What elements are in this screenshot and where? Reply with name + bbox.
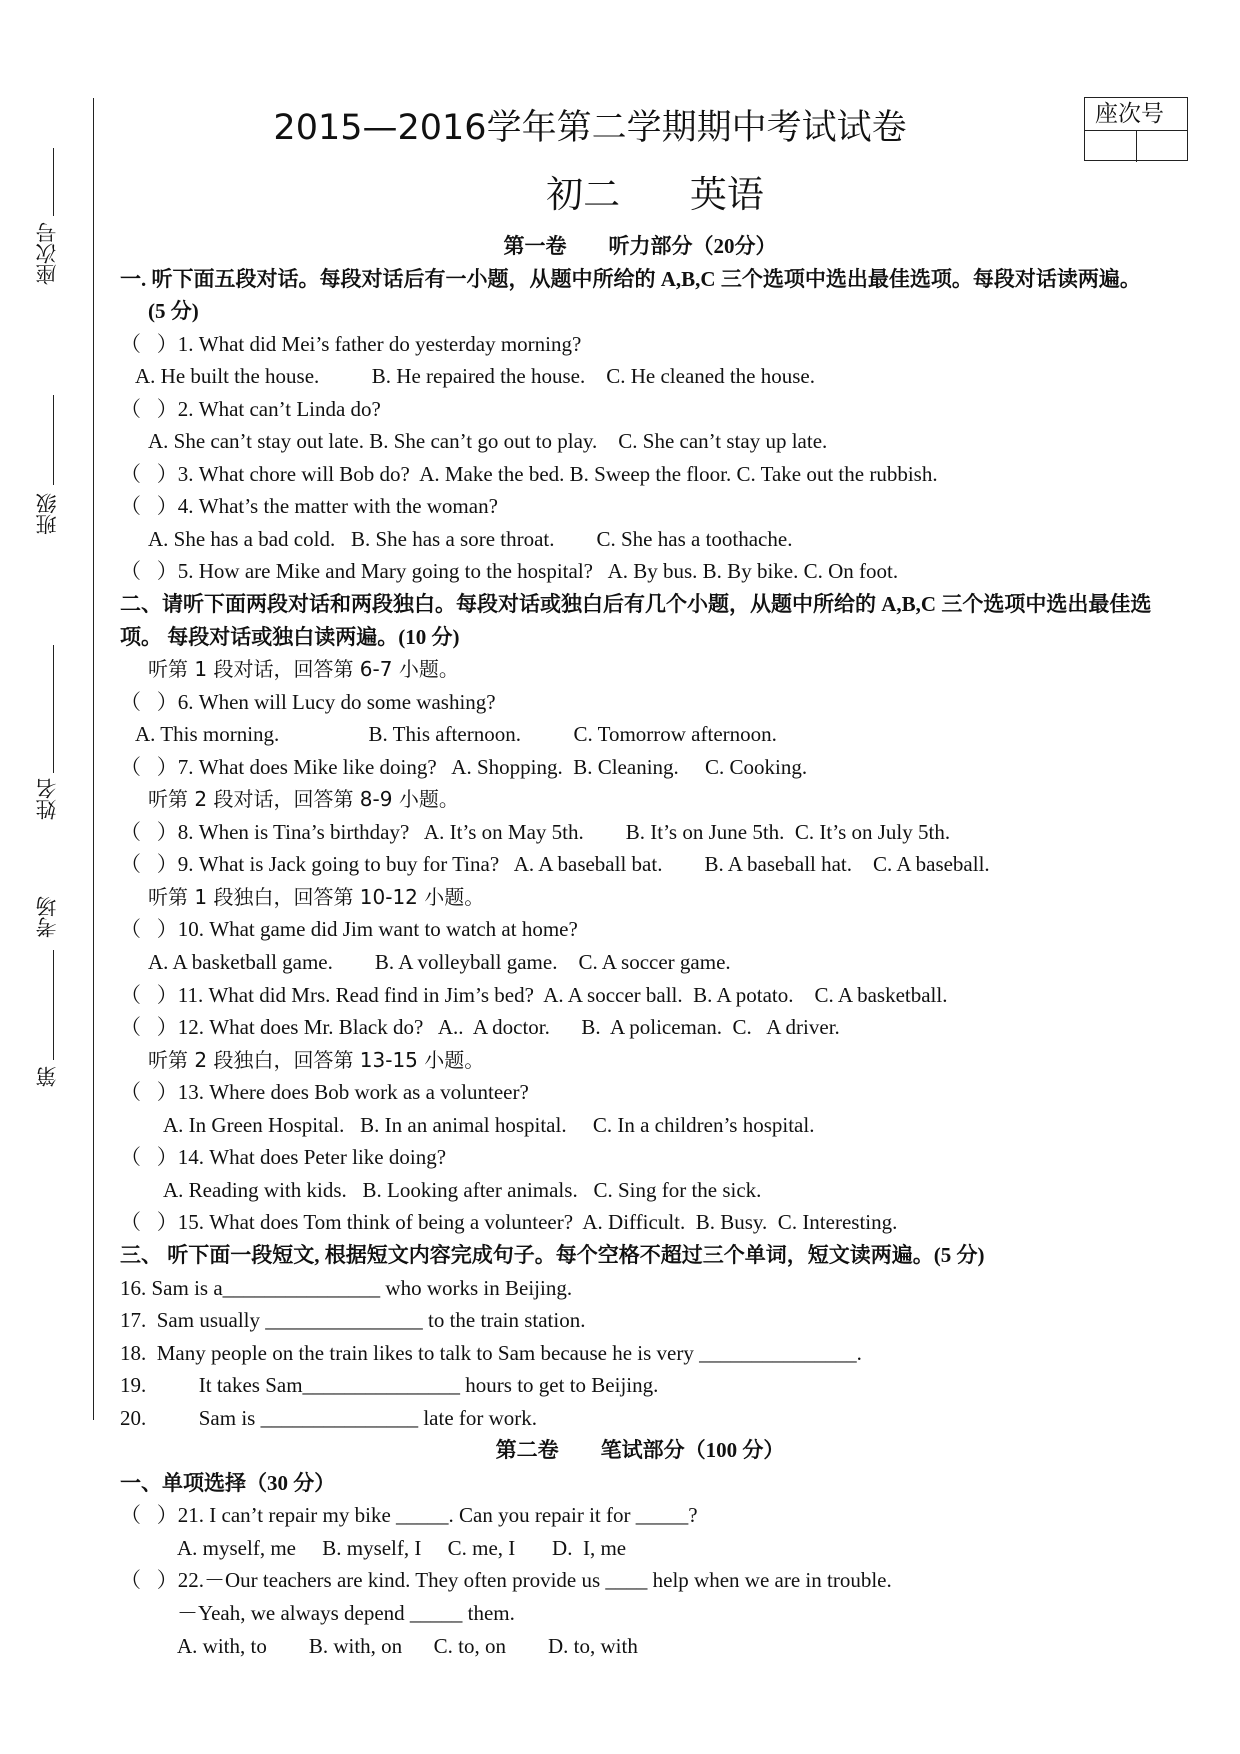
question-11: （ ）11. What did Mrs. Read find in Jim’s bed? A. A soccer ball. B. A potato. C. A basketball. [120,982,948,1007]
question-10-options: A. A basketball game. B. A volleyball game. C. A soccer game. [148,950,731,975]
binding-class-blank [53,395,54,485]
part1-sec2-heading: 二、请听下面两段对话和两段独白。每段对话或独白后有几个小题，从题中所给的 A,B,C 三个选项中选出最佳选 [120,592,1152,617]
question-3: （ ）3. What chore will Bob do? A. Make the bed. B. Sweep the floor. C. Take out the rubbish. [120,461,938,486]
seat-box-title: 座次号 [1085,98,1187,131]
question-13-options: A. In Green Hospital. B. In an animal hospital. C. In a children’s hospital. [163,1112,815,1137]
binding-room-label: 考场 [35,896,59,938]
question-10: （ ）10. What game did Jim want to watch at home? [120,917,578,942]
part1-title: 第一卷 听力部分（20分） [503,234,777,258]
question-21-options: A. myself, me B. myself, I C. me, I D. I, me [177,1535,627,1560]
listening-note-3: 听第 1 段独白，回答第 10-12 小题。 [148,884,485,909]
binding-line [93,98,94,1420]
binding-name-label: 姓名 [35,778,59,820]
seat-number-box [1084,97,1188,161]
listening-note-2: 听第 2 段对话，回答第 8-9 小题。 [148,787,459,812]
listening-note-1: 听第 1 段对话，回答第 6-7 小题。 [148,657,459,682]
binding-seat-label: 座次号 [35,222,59,285]
question-16: 16. Sam is a_______________ who works in Beijing. [120,1275,573,1300]
question-19: 19. It takes Sam_______________ hours to get to Beijing. [120,1373,659,1398]
binding-class-label: 班级 [35,493,59,535]
binding-name-blank [53,645,54,773]
question-6-options: A. This morning. B. This afternoon. C. Tomorrow afternoon. [135,722,777,747]
question-4: （ ）4. What’s the matter with the woman? [120,494,498,519]
question-4-options: A. She has a bad cold. B. She has a sore throat. C. She has a toothache. [148,526,793,551]
question-12: （ ）12. What does Mr. Black do? A.. A doctor. B. A policeman. C. A driver. [120,1015,840,1040]
question-22-options: A. with, to B. with, on C. to, on D. to, with [177,1633,638,1658]
question-15: （ ）15. What does Tom think of being a volunteer? A. Difficult. B. Busy. C. Interesting. [120,1210,898,1235]
part1-sec3-heading: 三、 听下面一段短文, 根据短文内容完成句子。每个空格不超过三个单词，短文读两遍。(5 分) [120,1242,985,1267]
question-9: （ ）9. What is Jack going to buy for Tina? A. A baseball bat. B. A baseball hat. C. A baseball. [120,852,990,877]
question-5: （ ）5. How are Mike and Mary going to the hospital? A. By bus. B. By bike. C. On foot. [120,559,899,584]
seat-box-cell-right[interactable] [1137,131,1188,162]
binding-room-blank [53,950,54,1060]
question-14-options: A. Reading with kids. B. Looking after animals. C. Sing for the sick. [163,1177,762,1202]
part2-title: 第二卷 笔试部分（100 分） [495,1438,785,1463]
listening-note-4: 听第 2 段独白，回答第 13-15 小题。 [148,1047,485,1072]
subject-label: 英语 [689,173,764,216]
binding-num-label: 第 [35,1066,59,1087]
question-14: （ ）14. What does Peter like doing? [120,1145,447,1170]
question-17: 17. Sam usually _______________ to the train station. [120,1308,586,1333]
question-21: （ ）21. I can’t repair my bike _____. Can you repair it for _____? [120,1503,698,1528]
exam-subtitle [300,172,1010,218]
binding-seat-blank [53,148,54,216]
seat-box-cell-left[interactable] [1085,131,1137,162]
question-1: （ ）1. What did Mei’s father do yesterday morning? [120,331,582,356]
part1-sec1-heading: 一. 听下面五段对话。每段对话后有一小题，从题中所给的 A,B,C 三个选项中选出最佳选项。每段对话读两遍。 [120,266,1141,291]
exam-content [120,230,1200,1662]
question-2: （ ）2. What can’t Linda do? [120,396,381,421]
question-22-reply: －Yeah, we always depend _____ them. [177,1600,515,1625]
question-7: （ ）7. What does Mike like doing? A. Shopping. B. Cleaning. C. Cooking. [120,754,808,779]
question-20: 20. Sam is _______________ late for work. [120,1405,538,1430]
question-8: （ ）8. When is Tina’s birthday? A. It’s on May 5th. B. It’s on June 5th. C. It’s on July 5th. [120,819,951,844]
question-18: 18. Many people on the train likes to talk to Sam because he is very _______________. [120,1340,862,1365]
question-22: （ ）22.－Our teachers are kind. They often provide us ____ help when we are in trouble. [120,1568,892,1593]
exam-title: 2015—2016学年第二学期期中考试试卷 [273,108,907,148]
grade-label: 初二 [546,173,621,216]
question-6: （ ）6. When will Lucy do some washing? [120,689,496,714]
question-2-options: A. She can’t stay out late. B. She can’t go out to play. C. She can’t stay up late. [148,429,828,454]
part1-sec1-heading-cont: (5 分) [148,299,199,324]
part2-sec1-heading: 一、单项选择（30 分） [120,1470,336,1495]
part1-sec2-heading-cont: 项。 每段对话或独白读两遍。(10 分) [120,624,460,649]
question-1-options: A. He built the house. B. He repaired the house. C. He cleaned the house. [135,364,815,389]
question-13: （ ）13. Where does Bob work as a volunteer? [120,1080,529,1105]
